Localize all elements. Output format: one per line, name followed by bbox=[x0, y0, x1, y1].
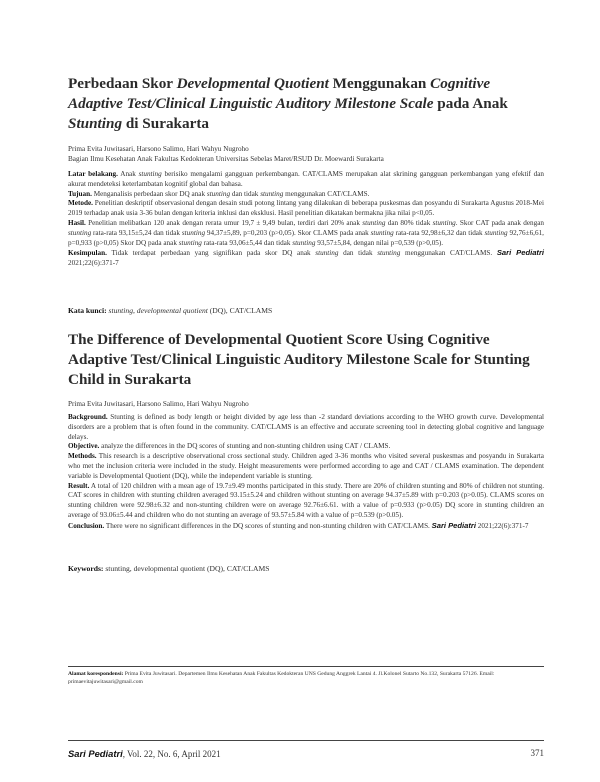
page-number: 371 bbox=[530, 748, 544, 758]
keywords bbox=[68, 564, 544, 574]
text: Penelitian melibatkan 120 anak dengan rerata umur 19,7 ± 9,49 bulan, terdiri dari 20% anak bbox=[85, 218, 363, 227]
text: developmental quotient bbox=[136, 306, 208, 315]
abstract-metode bbox=[68, 199, 544, 219]
text: , bbox=[133, 306, 137, 315]
title-part: Menggunakan bbox=[328, 75, 431, 92]
text: (DQ), CAT/CLAMS bbox=[207, 306, 273, 315]
abstract-result bbox=[68, 482, 544, 521]
abstract-background bbox=[68, 413, 544, 442]
journal-name: Sari Pediatri bbox=[496, 248, 545, 258]
text: rata-rata 93,15±5,24 dan tidak bbox=[91, 228, 182, 237]
abstract-latar-belakang bbox=[68, 170, 544, 190]
text: dan tidak bbox=[338, 249, 378, 258]
text: This research is a descriptive observational cross sectional study. Children aged 3-36 months who visited several puskesmas and posyandu in Surakarta who met the inclusion criteria were included in the study. Height measurements were performed according to age and CAT / CLAMS examination. The dependent variable is Developmental Quotient (DQ), while the independent variable is stunting. bbox=[68, 452, 544, 480]
abstract-methods bbox=[68, 452, 544, 481]
section-label: Objective. bbox=[68, 442, 100, 451]
text: dan 80% tidak bbox=[385, 218, 433, 227]
section-label: Hasil. bbox=[68, 218, 86, 227]
section-label: Conclusion. bbox=[68, 521, 105, 530]
section-label: Methods. bbox=[68, 452, 97, 461]
text: Penelitian deskriptif observasional dengan desain studi potong lintang yang dilakukan di beberapa puskesmas dan posyandu di Surakarta Agustus 2018-Mei 2019 terhadap anak usia 3-36 bulan dengan kriteria inklusi dan eksklusi. Hasil penelitian dikatakan bermakna jika nilai p<0,05. bbox=[68, 199, 544, 218]
text: Anak bbox=[117, 170, 139, 178]
text: stunting bbox=[484, 228, 508, 237]
text: menggunakan CAT/CLAMS. bbox=[400, 249, 497, 258]
text: There were no significant differences in the DQ scores of stunting and non-stunting children with CAT/CLAMS. bbox=[104, 521, 432, 530]
text: stunting bbox=[432, 218, 456, 227]
text: A total of 120 children with a mean age of 19.7±9.49 months participated in this study. There are 20% of children stunting and 80% of children not stunting. CAT scores in children with stunting children averaged 93.15±5.24 and children without stunting on average 94.37±5.89 with p=0.203 (p>0.05). CLAMS scores on stunting children were 92.98±6.32 and non-stunting children were on average 92.76±6.61. with a value of p=0.933 (p>0.05) DQ score in stunting children an average of 93.06±5.44 and children who do not stunting an average of 93.57±5.84 with a value of p=0.539 (p>0.05). bbox=[68, 481, 544, 519]
footnote-divider bbox=[68, 666, 544, 667]
text: stunting bbox=[292, 238, 316, 247]
title-part: Perbedaan Skor bbox=[68, 75, 177, 92]
page-footer bbox=[68, 748, 544, 759]
citation: 2021;22(6):371-7 bbox=[68, 259, 119, 268]
text: 93,57±5,84, dengan nilai p=0,539 (p>0,05). bbox=[315, 238, 444, 247]
journal-name: Sari Pediatri bbox=[68, 748, 123, 759]
section-label: Metode. bbox=[68, 199, 93, 208]
affiliation: Bagian Ilmu Kesehatan Anak Fakultas Kedokteran Universitas Sebelas Maret/RSUD Dr. Moewardi Surakarta bbox=[68, 155, 384, 163]
text: Stunting is defined as body length or height divided by age less than -2 standard deviations according to the WHO growth curve. Developmental disorders are a problem that is often found in the community. CAT/CLAMS is an effective and accurate screening tool in detecting global cognitive and language delays. bbox=[68, 413, 544, 441]
text: stunting bbox=[181, 228, 206, 237]
text: stunting bbox=[362, 218, 386, 227]
section-label: Kata kunci: bbox=[68, 306, 107, 315]
section-label: Latar belakang. bbox=[68, 170, 118, 178]
section-label: Kesimpulan. bbox=[68, 249, 107, 258]
text: stunting, developmental quotient (DQ), CAT/CLAMS bbox=[103, 564, 270, 573]
title-part: Cognitive Adaptive Test/Clinical Linguistic Auditory Milestone Scale bbox=[68, 75, 491, 112]
section-label: Alamat korespondensi: bbox=[68, 671, 124, 677]
text: 92,76±6,61, p=0,933 (p>0,05) Skor DQ pada anak bbox=[68, 228, 544, 247]
section-label: Keywords: bbox=[68, 564, 104, 573]
text: stunting bbox=[260, 189, 284, 198]
title-indonesian bbox=[68, 74, 544, 134]
abstract-objective bbox=[68, 442, 544, 452]
abstract-conclusion bbox=[68, 521, 544, 532]
title-part: pada Anak bbox=[433, 95, 508, 112]
title-part: di Surakarta bbox=[122, 115, 209, 132]
abstract-kesimpulan bbox=[68, 248, 544, 269]
text: analyze the differences in the DQ scores of stunting and non-stunting children using CAT / CLAMS. bbox=[99, 442, 391, 451]
abstract-english bbox=[68, 413, 544, 532]
kata-kunci bbox=[68, 306, 544, 316]
section-label: Tujuan. bbox=[68, 189, 92, 198]
journal-name: Sari Pediatri bbox=[431, 520, 476, 530]
section-label: Result. bbox=[68, 481, 90, 490]
text: stunting bbox=[370, 228, 394, 237]
correspondence-footnote bbox=[68, 670, 544, 686]
text: stunting bbox=[315, 249, 339, 258]
issue-info: , Vol. 22, No. 6, April 2021 bbox=[122, 749, 221, 759]
text: rata-rata 92,98±6,32 dan tidak bbox=[393, 228, 485, 237]
text: menggunakan CAT/CLAMS. bbox=[283, 189, 370, 198]
text: stunting bbox=[108, 306, 133, 315]
section-label: Background. bbox=[68, 413, 108, 421]
text: Prima Evita Juwitasari. Departemen Ilmu Kesehatan Anak Fakultas Kedokteran UNS Gedung Anggrek Lantai 4. Jl.Kolonel Sutarto No.132, Surakarta 57126. Email: primaevitajuwitasari@gmail.com bbox=[68, 671, 495, 685]
text: stunting bbox=[377, 249, 401, 258]
text: 94,37±5,89, p=0,203 (p>0,05). Skor CLAMS pada anak bbox=[205, 228, 371, 237]
text: stunting bbox=[178, 238, 202, 247]
text: rata-rata 93,06±5,44 dan tidak bbox=[201, 238, 293, 247]
footer-divider bbox=[68, 740, 544, 741]
title-part: Developmental Quotient bbox=[176, 75, 329, 92]
title-part: Stunting bbox=[68, 115, 123, 132]
text: . Skor CAT pada anak dengan bbox=[455, 218, 544, 227]
text: stunting bbox=[138, 170, 162, 178]
authors-indonesian: Prima Evita Juwitasari, Harsono Salimo, Hari Wahyu Nugroho bbox=[68, 145, 249, 153]
authors-english: Prima Evita Juwitasari, Harsono Salimo, Hari Wahyu Nugroho bbox=[68, 400, 249, 408]
abstract-indonesian bbox=[68, 170, 544, 269]
text: berisiko mengalami gangguan perkembangan. CAT/CLAMS merupakan alat skrining gangguan perkembangan yang efektif dan akurat mendeteksi keterlambatan kognitif global dan bahasa. bbox=[68, 170, 544, 188]
abstract-hasil bbox=[68, 219, 544, 248]
text: stunting bbox=[206, 189, 231, 198]
text: Menganalisis perbedaan skor DQ anak bbox=[91, 189, 207, 198]
text: dan tidak bbox=[230, 189, 261, 198]
title-english: The Difference of Developmental Quotient Score Using Cognitive Adaptive Test/Clinical Linguistic Auditory Milestone Scale for Stunting Child in Surakarta bbox=[68, 331, 530, 388]
abstract-tujuan bbox=[68, 190, 544, 200]
text: stunting bbox=[68, 228, 92, 237]
text: Tidak terdapat perbedaan yang signifikan pada skor DQ anak bbox=[106, 249, 316, 258]
citation: 2021;22(6):371-7 bbox=[475, 521, 529, 530]
